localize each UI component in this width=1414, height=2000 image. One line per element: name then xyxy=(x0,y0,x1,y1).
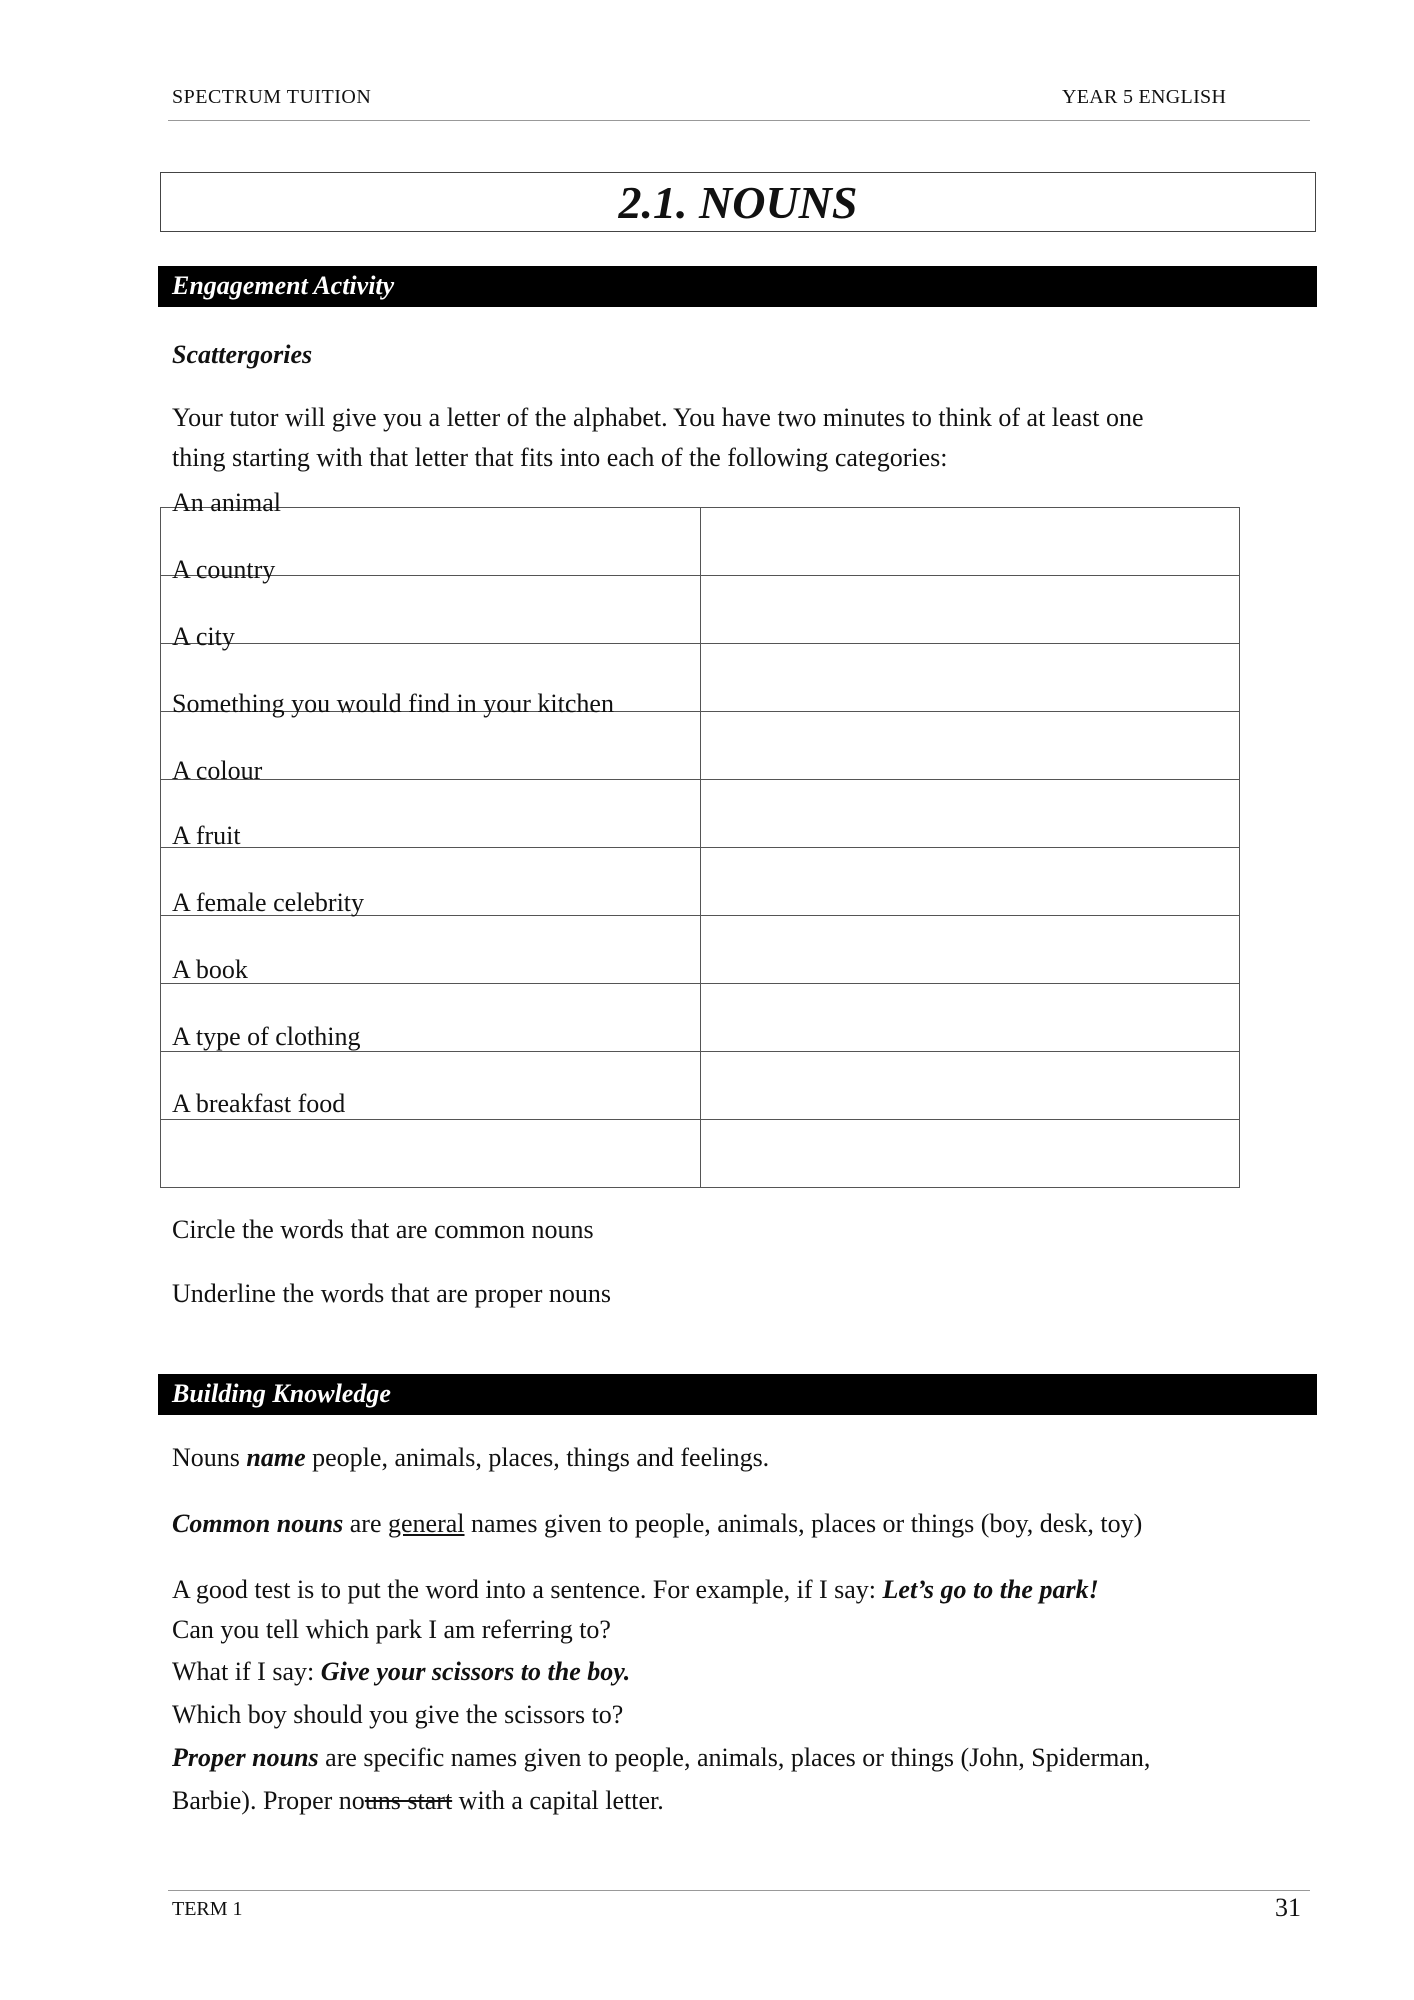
table-row xyxy=(161,576,1240,644)
answer-cell[interactable] xyxy=(700,1052,1240,1120)
answer-cell[interactable] xyxy=(700,848,1240,916)
table-row xyxy=(161,712,1240,780)
title-box xyxy=(160,172,1316,232)
answer-cell[interactable] xyxy=(700,576,1240,644)
page-number: 31 xyxy=(1275,1893,1301,1922)
knowledge-line-6: Which boy should you give the scissors to? xyxy=(172,1700,624,1729)
instruction-underline: Underline the words that are proper nouns xyxy=(172,1279,611,1308)
answer-cell[interactable] xyxy=(700,984,1240,1052)
answer-cell[interactable] xyxy=(700,780,1240,848)
category-label: A city xyxy=(172,622,235,651)
category-label: Something you would find in your kitchen xyxy=(172,689,614,718)
category-label: A breakfast food xyxy=(172,1089,346,1118)
knowledge-line-3: A good test is to put the word into a sentence. For example, if I say: Let’s go to the park! xyxy=(172,1575,1099,1604)
category-label: A book xyxy=(172,955,248,984)
table-row xyxy=(161,508,1240,576)
answer-cell[interactable] xyxy=(700,712,1240,780)
knowledge-line-1: Nouns name people, animals, places, things and feelings. xyxy=(172,1443,770,1472)
category-label: A country xyxy=(172,555,276,584)
category-label: An animal xyxy=(172,488,282,517)
knowledge-line-7: Proper nouns are specific names given to people, animals, places or things (John, Spiderman, xyxy=(172,1743,1151,1772)
knowledge-line-4: Can you tell which park I am referring to? xyxy=(172,1615,611,1644)
activity-subtitle: Scattergories xyxy=(172,340,313,369)
table-row xyxy=(161,916,1240,984)
category-label: A colour xyxy=(172,756,263,785)
header-right: YEAR 5 ENGLISH xyxy=(1062,86,1227,108)
answer-cell[interactable] xyxy=(700,1120,1240,1188)
footer-divider xyxy=(168,1890,1310,1891)
answer-cell[interactable] xyxy=(700,644,1240,712)
answer-cell[interactable] xyxy=(700,508,1240,576)
intro-line-2: thing starting with that letter that fits into each of the following categories: xyxy=(172,443,948,472)
category-label: A type of clothing xyxy=(172,1022,361,1051)
engagement-activity-bar: Engagement Activity xyxy=(158,266,1317,307)
knowledge-line-2: Common nouns are general names given to people, animals, places or things (boy, desk, toy) xyxy=(172,1509,1143,1538)
knowledge-line-5: What if I say: Give your scissors to the boy. xyxy=(172,1657,631,1686)
page-title: 2.1. NOUNS xyxy=(618,176,858,228)
categories-table xyxy=(160,507,1240,1188)
table-row xyxy=(161,1120,1240,1188)
header-left: SPECTRUM TUITION xyxy=(172,86,372,108)
instruction-circle: Circle the words that are common nouns xyxy=(172,1215,594,1244)
intro-line-1: Your tutor will give you a letter of the alphabet. You have two minutes to think of at least one xyxy=(172,403,1144,432)
category-label: A fruit xyxy=(172,821,241,850)
footer-term: TERM 1 xyxy=(172,1898,243,1920)
building-knowledge-bar: Building Knowledge xyxy=(158,1374,1317,1415)
category-label: A female celebrity xyxy=(172,888,365,917)
answer-cell[interactable] xyxy=(700,916,1240,984)
header-divider xyxy=(168,120,1310,121)
table-row xyxy=(161,780,1240,848)
knowledge-line-8: Barbie). Proper nouns start with a capital letter. xyxy=(172,1786,664,1815)
